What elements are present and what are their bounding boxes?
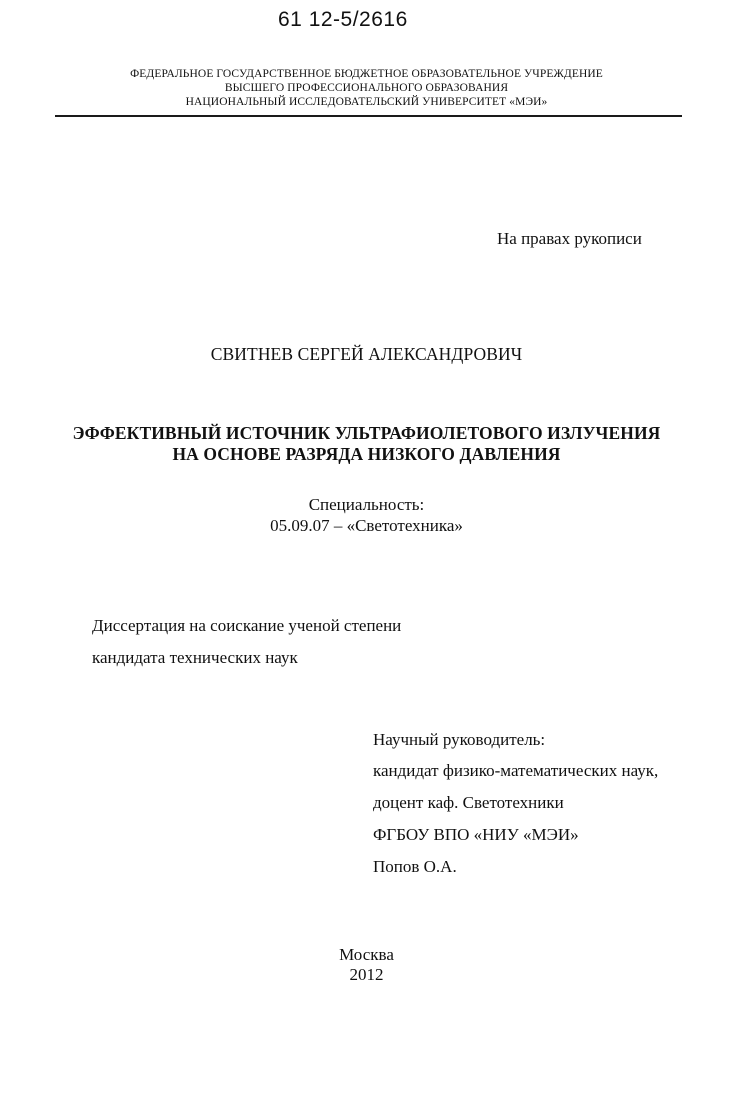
dissertation-line-1: Диссертация на соискание ученой степени xyxy=(92,616,402,635)
manuscript-rights-note: На правах рукописи xyxy=(497,229,642,248)
organization-line-3: НАЦИОНАЛЬНЫЙ ИССЛЕДОВАТЕЛЬСКИЙ УНИВЕРСИТЕТ «МЭИ» xyxy=(185,96,548,108)
supervisor-label: Научный руководитель: xyxy=(373,730,546,749)
specialty-value: 05.09.07 – «Светотехника» xyxy=(270,516,463,535)
supervisor-position: доцент каф. Светотехники xyxy=(373,793,564,812)
supervisor-degree: кандидат физико-математических наук, xyxy=(373,761,659,780)
author-name: СВИТНЕВ СЕРГЕЙ АЛЕКСАНДРОВИЧ xyxy=(210,344,523,364)
archive-number: 61 12-5/2616 xyxy=(278,8,408,31)
thesis-title-line-2: НА ОСНОВЕ РАЗРЯДА НИЗКОГО ДАВЛЕНИЯ xyxy=(172,444,561,464)
supervisor-name: Попов О.А. xyxy=(373,857,457,876)
thesis-title-line-1: ЭФФЕКТИВНЫЙ ИСТОЧНИК УЛЬТРАФИОЛЕТОВОГО ИЗЛУЧЕНИЯ xyxy=(72,423,661,443)
footer-city: Москва xyxy=(339,945,394,964)
dissertation-line-2: кандидата технических наук xyxy=(92,648,298,667)
organization-line-2: ВЫСШЕГО ПРОФЕССИОНАЛЬНОГО ОБРАЗОВАНИЯ xyxy=(224,82,509,94)
footer-year: 2012 xyxy=(349,965,384,984)
header-divider xyxy=(55,115,682,117)
organization-line-1: ФЕДЕРАЛЬНОЕ ГОСУДАРСТВЕННОЕ БЮДЖЕТНОЕ ОБРАЗОВАТЕЛЬНОЕ УЧРЕЖДЕНИЕ xyxy=(130,68,603,80)
specialty-label: Специальность: xyxy=(308,495,425,514)
supervisor-institution: ФГБОУ ВПО «НИУ «МЭИ» xyxy=(373,825,579,844)
